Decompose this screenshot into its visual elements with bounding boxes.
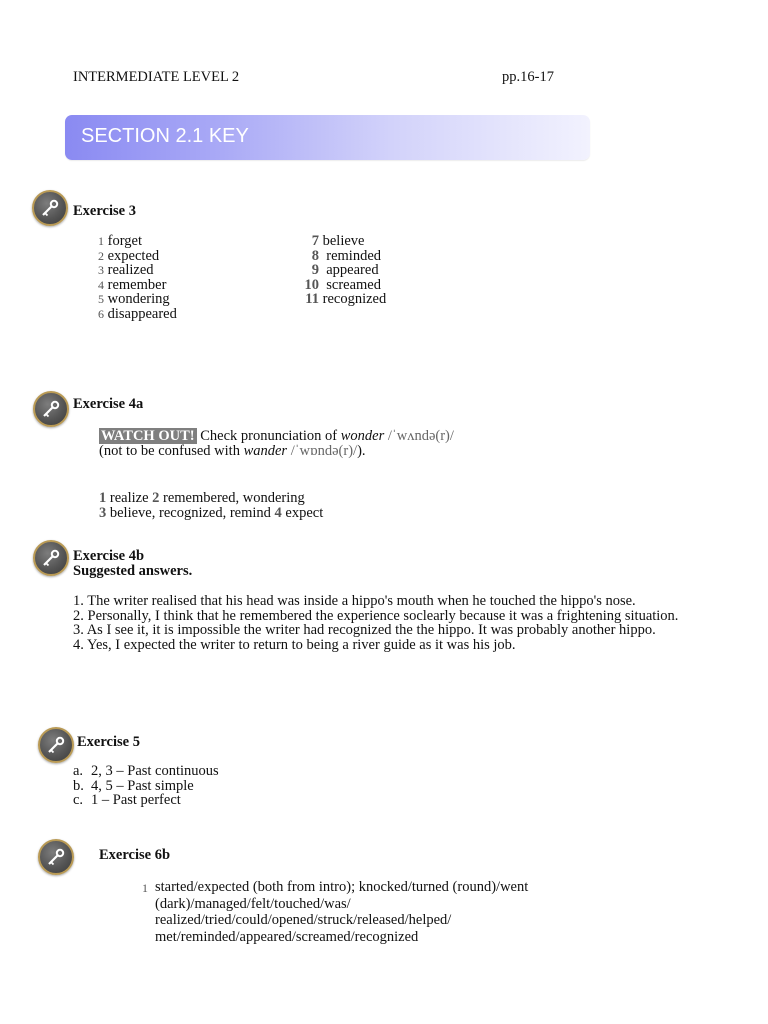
list-item: 5 wondering: [98, 291, 170, 307]
exercise-6b-number: 1: [142, 881, 148, 895]
list-item: 1 forget: [98, 233, 142, 249]
exercise-4a-title: Exercise 4a: [73, 396, 144, 412]
watch-out-label: WATCH OUT!: [101, 428, 195, 444]
list-item: 11 recognized: [305, 291, 387, 307]
exercise-4b-subtitle: Suggested answers.: [73, 562, 193, 579]
list-item: c. 1 – Past perfect: [73, 792, 181, 808]
answer-item: 1. The writer realised that his head was inside a hippo's mouth when he touched the hippo's nose.: [73, 593, 636, 609]
list-item: 9 appeared: [311, 262, 379, 278]
exercise-3-title: Exercise 3: [73, 203, 136, 219]
exercise-4b-header: [73, 549, 192, 578]
answer-item: 2. Personally, I think that he remembered the experience soclearly because it was a frightening situation.: [73, 607, 679, 624]
exercise-4a-answers: 1 realize 2 remembered, wondering 3 believe, recognized, remind 4 expect: [99, 490, 324, 521]
section-title: SECTION 2.1 KEY: [81, 125, 249, 147]
list-item: a. 2, 3 – Past continuous: [73, 763, 219, 779]
list-item: 3 realized: [98, 262, 154, 278]
list-item: b. 4, 5 – Past simple: [73, 777, 194, 794]
answer-item: 4. Yes, I expected the writer to return to being a river guide as it was his job.: [73, 636, 516, 653]
list-item: 2 expected: [98, 247, 160, 264]
list-item: 8 reminded: [311, 247, 382, 264]
watch-out-note: WATCH OUT! Check pronunciation of wonder /ˈwʌndə(r)/ (not to be confused with wander /ˈwɒndə(r)/).: [99, 428, 454, 459]
exercise-5-answers: [73, 764, 219, 808]
key-icon: [38, 727, 74, 763]
level-title: INTERMEDIATE LEVEL 2: [73, 69, 240, 85]
key-icon: [33, 540, 69, 576]
list-item: 7 believe: [311, 233, 365, 249]
exercise-3-list-right: [300, 234, 386, 307]
list-item: 6 disappeared: [98, 305, 177, 322]
section-banner: [65, 115, 590, 160]
page-range: pp.16-17: [502, 69, 554, 85]
exercise-4b-title: Exercise 4b: [73, 548, 145, 564]
list-item: 4 remember: [98, 276, 167, 293]
answer-item: 3. As I see it, it is impossible the writer had recognized the the hippo. It was probably another hippo.: [73, 622, 656, 638]
exercise-6b-title: Exercise 6b: [99, 847, 171, 863]
exercise-4b-answers: [73, 594, 698, 652]
key-icon: [33, 391, 69, 427]
key-icon: [38, 839, 74, 875]
list-item: 10 screamed: [304, 276, 381, 293]
key-icon: [32, 190, 68, 226]
exercise-6b-answer: started/expected (both from intro); knocked/turned (round)/went (dark)/managed/felt/touched/was/ realized/tried/could/opened/struck/released/helped/ met/reminded/appeared/screamed/recognized: [155, 879, 529, 945]
exercise-3-list-left: [98, 234, 177, 321]
exercise-5-title: Exercise 5: [77, 734, 140, 750]
